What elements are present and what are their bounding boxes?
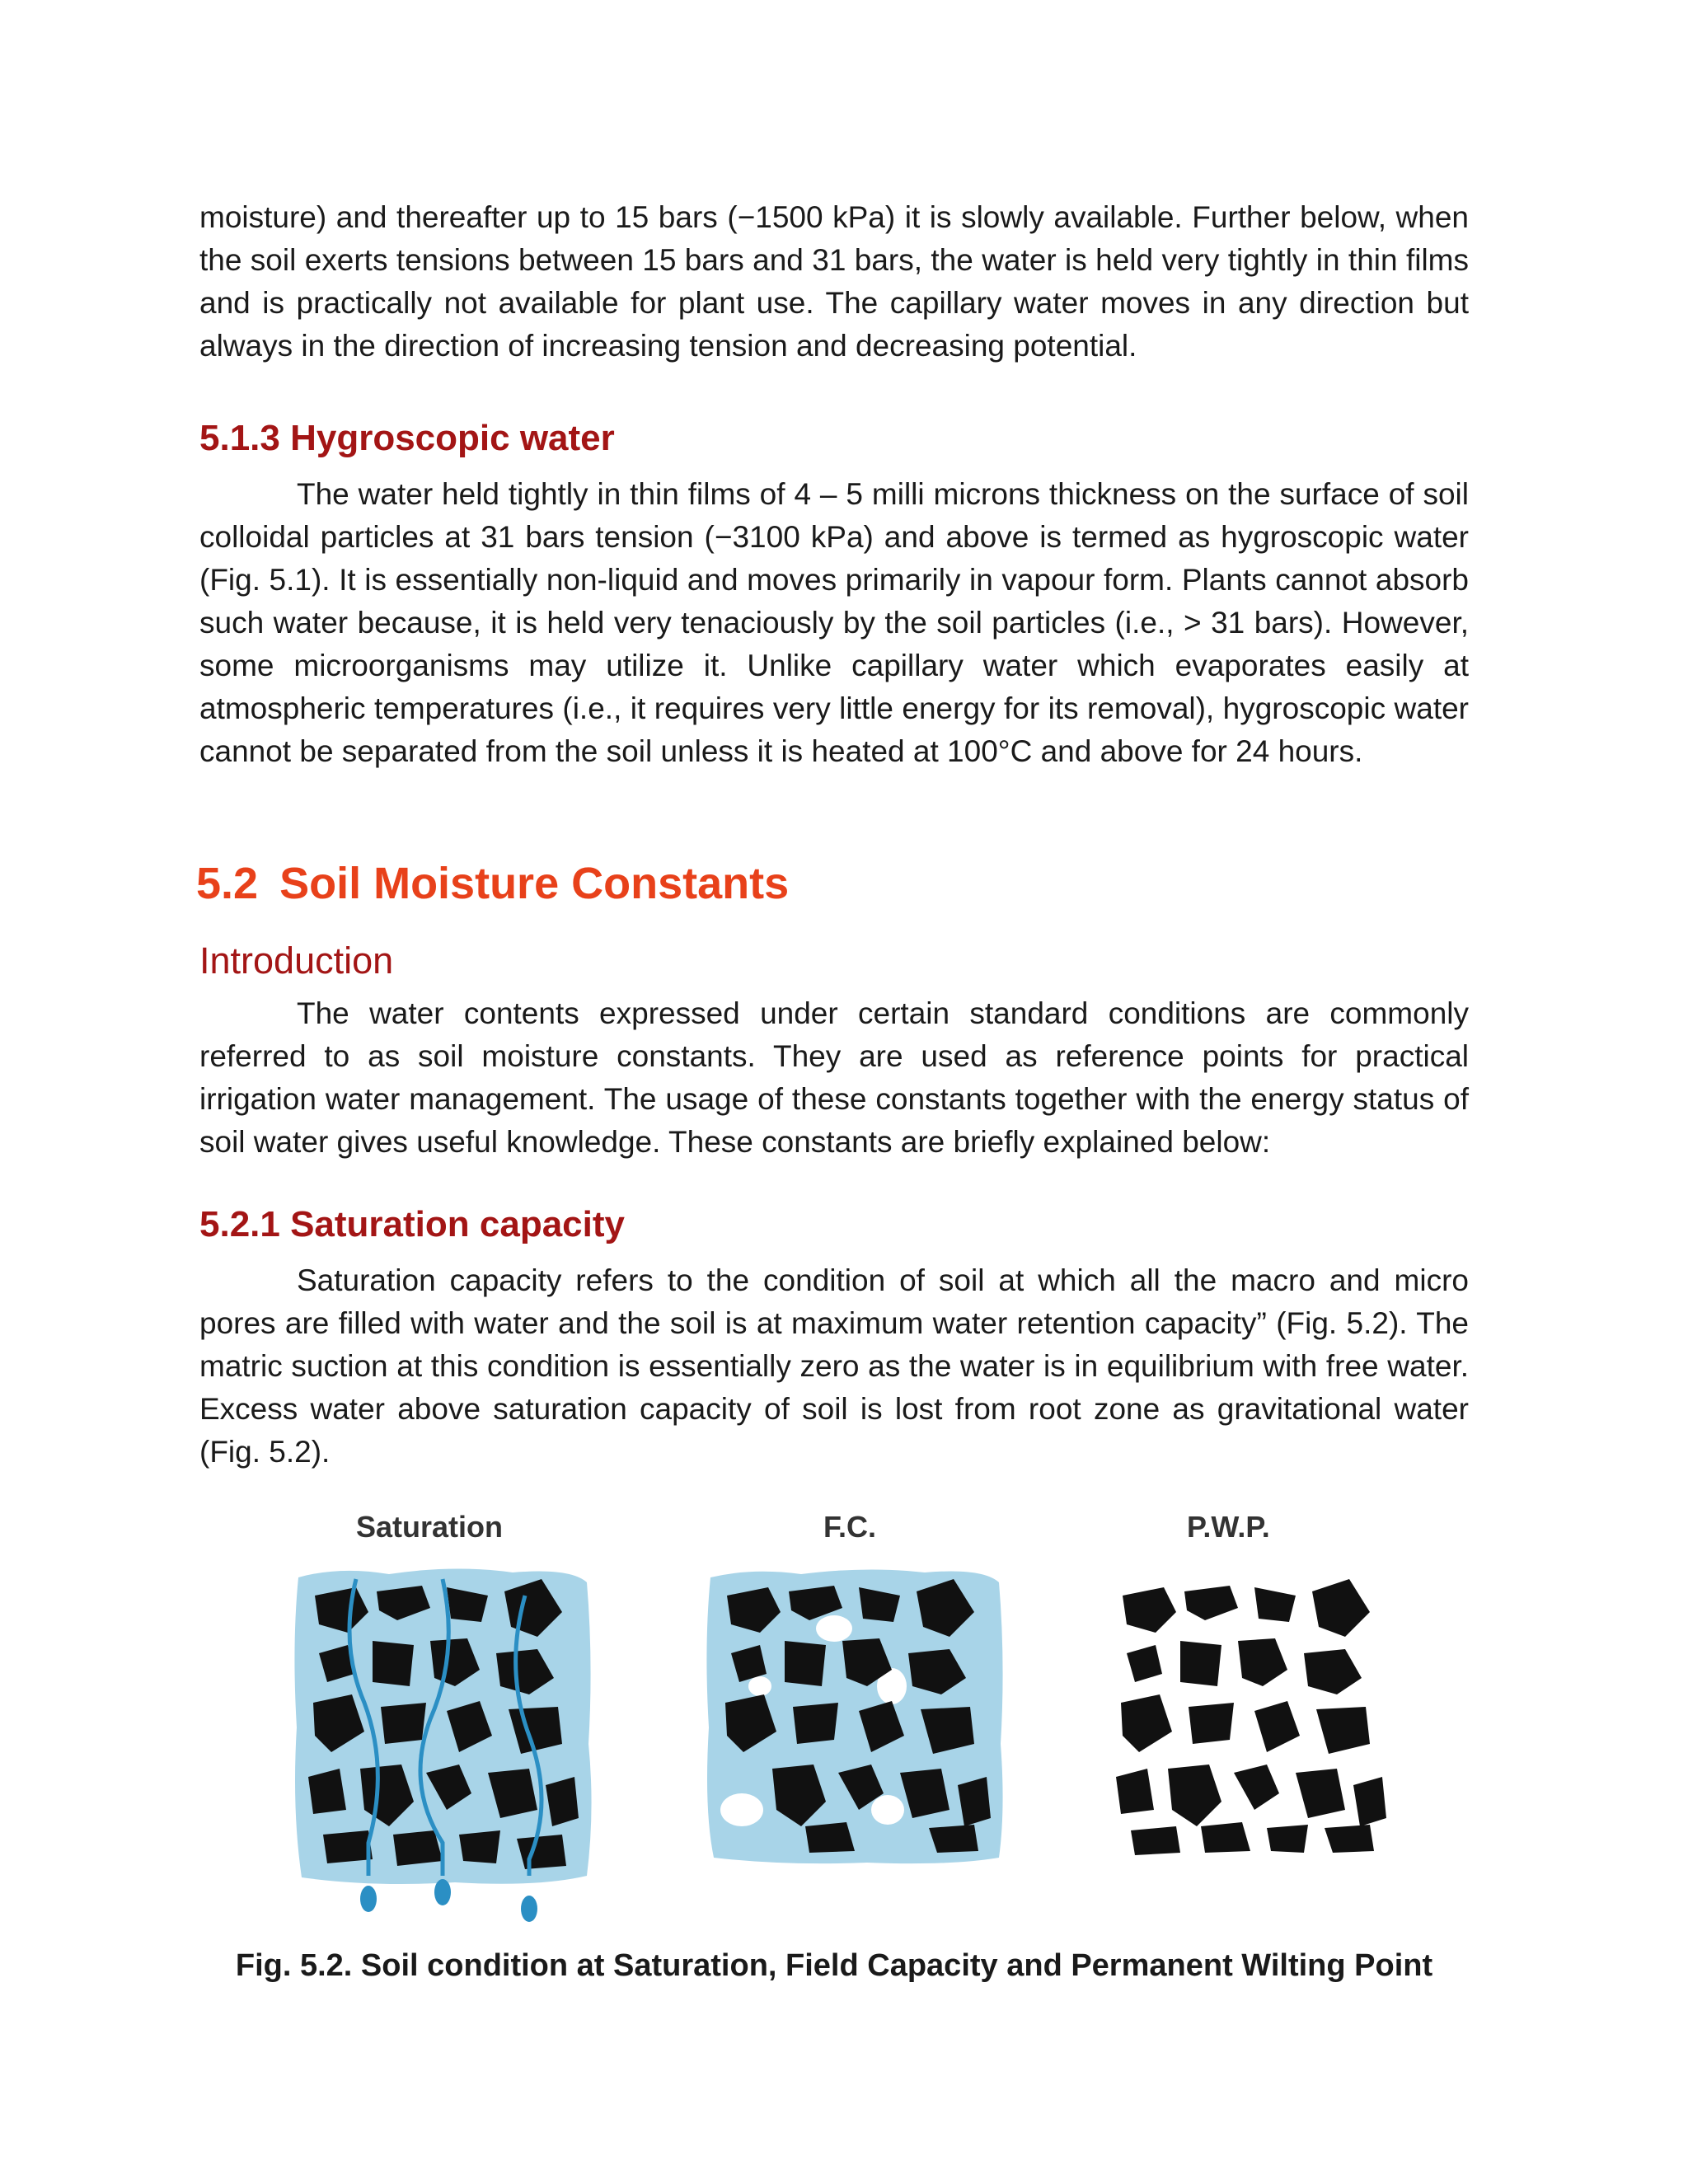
heading-hygroscopic-water: 5.1.3 Hygroscopic water <box>199 418 615 458</box>
figure-caption: Fig. 5.2. Soil condition at Saturation, Field Capacity and Permanent Wilting Point <box>235 1948 1433 1983</box>
heading-saturation-capacity: 5.2.1 Saturation capacity <box>199 1204 625 1244</box>
continuation-paragraph: moisture) and thereafter up to 15 bars (−1500 kPa) it is slowly available. Further below, when the soil exerts tensions between 15 bars and 31 bars, the water is held very tightly in thin films and is practically not available for plant use. The capillary water moves in any direction but always in the direction of increasing tension and decreasing potential. <box>199 200 1469 363</box>
section-number: 5.2 <box>196 859 259 908</box>
figure-label-field-capacity: F.C. <box>823 1510 877 1544</box>
hygroscopic-water-paragraph: The water held tightly in thin films of 4 – 5 milli microns thickness on the surface of soil colloidal particles at 31 bars tension (−3100 kPa) and above is termed as hygroscopic water (Fig. 5.1). It is essentially non-liquid and moves primarily in vapour form. Plants cannot absorb such water because, it is held very tenaciously by the soil particles (i.e., > 31 bars). However, some microorganisms may utilize it. Unlike capillary water which evaporates easily at atmospheric temperatures (i.e., it requires very little energy for its removal), hygroscopic water cannot be separated from the soil unless it is heated at 100°C and above for 24 hours. <box>199 477 1469 768</box>
figure-label-wilting-point: P.W.P. <box>1187 1510 1270 1544</box>
introduction-paragraph: The water contents expressed under certain standard conditions are commonly referred to as soil moisture constants. They are used as reference points for practical irrigation water management. The usage of these constants together with the energy status of soil water gives useful knowledge. These constants are briefly explained below: <box>199 996 1469 1159</box>
heading-soil-moisture-constants <box>196 857 789 910</box>
soil-particles <box>1116 1579 1386 1855</box>
water-drops <box>360 1879 537 1922</box>
section-title: Soil Moisture Constants <box>279 859 790 908</box>
heading-introduction: Introduction <box>199 940 394 982</box>
figure-label-saturation: Saturation <box>356 1510 504 1544</box>
field-capacity-soil-illustration <box>702 1563 1007 1909</box>
saturation-soil-illustration <box>290 1563 595 1942</box>
saturation-capacity-paragraph: Saturation capacity refers to the condition of soil at which all the macro and micro pores are filled with water and the soil is at maximum water retention capacity” (Fig. 5.2). The matric suction at this condition is essentially zero as the water is in equilibrium with free water. Excess water above saturation capacity of soil is lost from root zone as gravitational water (Fig. 5.2). <box>199 1263 1469 1469</box>
wilting-point-soil-illustration <box>1098 1563 1403 1909</box>
